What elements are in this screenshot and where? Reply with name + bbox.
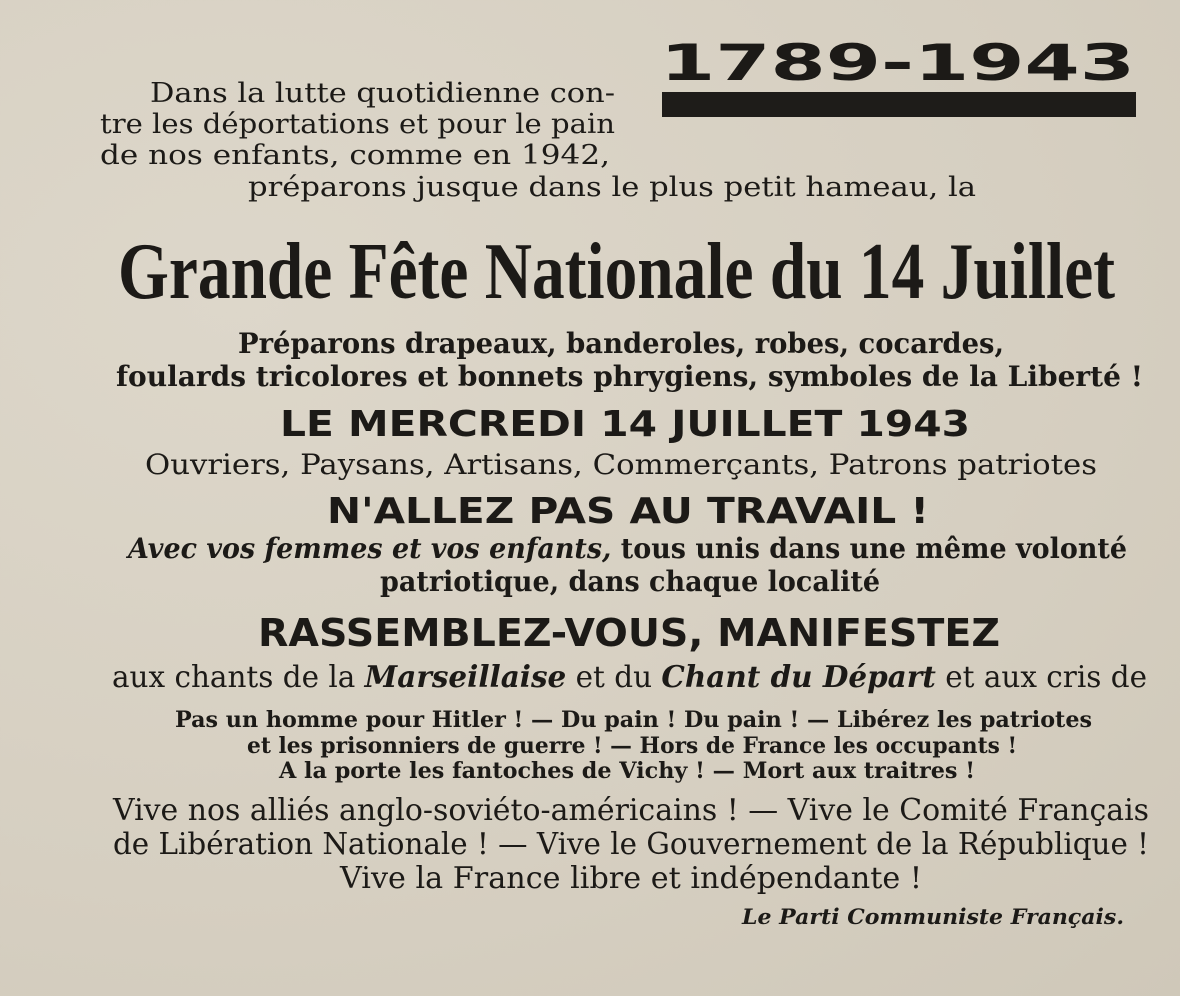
closing-line-2: de Libération Nationale ! — Vive le Gouvernement de la République ! [113,827,1149,862]
strike-line: N'ALLEZ PAS AU TRAVAIL ! [327,491,929,532]
date-line: LE MERCREDI 14 JUILLET 1943 [280,404,970,445]
main-title: Grande Fête Nationale du 14 Juillet [118,228,1115,316]
together-rest: tous unis dans une même volonté [611,532,1127,565]
signature: Le Parti Communiste Français. [742,904,1124,929]
songs-text-c: et aux cris de [935,660,1147,695]
together-line-2: patriotique, dans chaque localité [380,565,880,598]
slogan-line-3: A la porte les fantoches de Vichy ! — Mort aux traitres ! [279,758,975,784]
together-italic: Avec vos femmes et vos enfants, [128,532,612,565]
song-marseillaise: Marseillaise [364,660,567,695]
songs-text-b: et du [566,660,662,695]
audience-line: Ouvriers, Paysans, Artisans, Commerçants, Patrons patriotes [145,448,1097,481]
slogan-line-2: et les prisonniers de guerre ! — Hors de France les occupants ! [247,733,1017,759]
intro-line-2: tre les déportations et pour le pain [100,109,615,140]
closing-line-1: Vive nos alliés anglo-soviéto-américains ! — Vive le Comité Français [113,793,1149,828]
rally-line: RASSEMBLEZ-VOUS, MANIFESTEZ [258,611,1000,655]
songs-text-a: aux chants de la [112,660,365,695]
songs-line [112,660,1147,695]
intro-line-1: Dans la lutte quotidienne con- [150,78,615,109]
intro-line-4: préparons jusque dans le plus petit hameau, la [248,172,976,203]
prepare-line-2: foulards tricolores et bonnets phrygiens, symboles de la Liberté ! [116,360,1143,393]
together-line-1 [128,532,1127,565]
slogan-line-1: Pas un homme pour Hitler ! — Du pain ! Du pain ! — Libérez les patriotes [175,707,1092,733]
intro-line-3: de nos enfants, comme en 1942, [100,140,610,171]
song-chant-du-depart: Chant du Départ [661,660,936,695]
header-rule [662,92,1136,117]
closing-line-3: Vive la France libre et indépendante ! [340,861,922,896]
header-dates: 1789-1943 [660,34,1135,92]
prepare-line-1: Préparons drapeaux, banderoles, robes, cocardes, [238,327,1004,360]
